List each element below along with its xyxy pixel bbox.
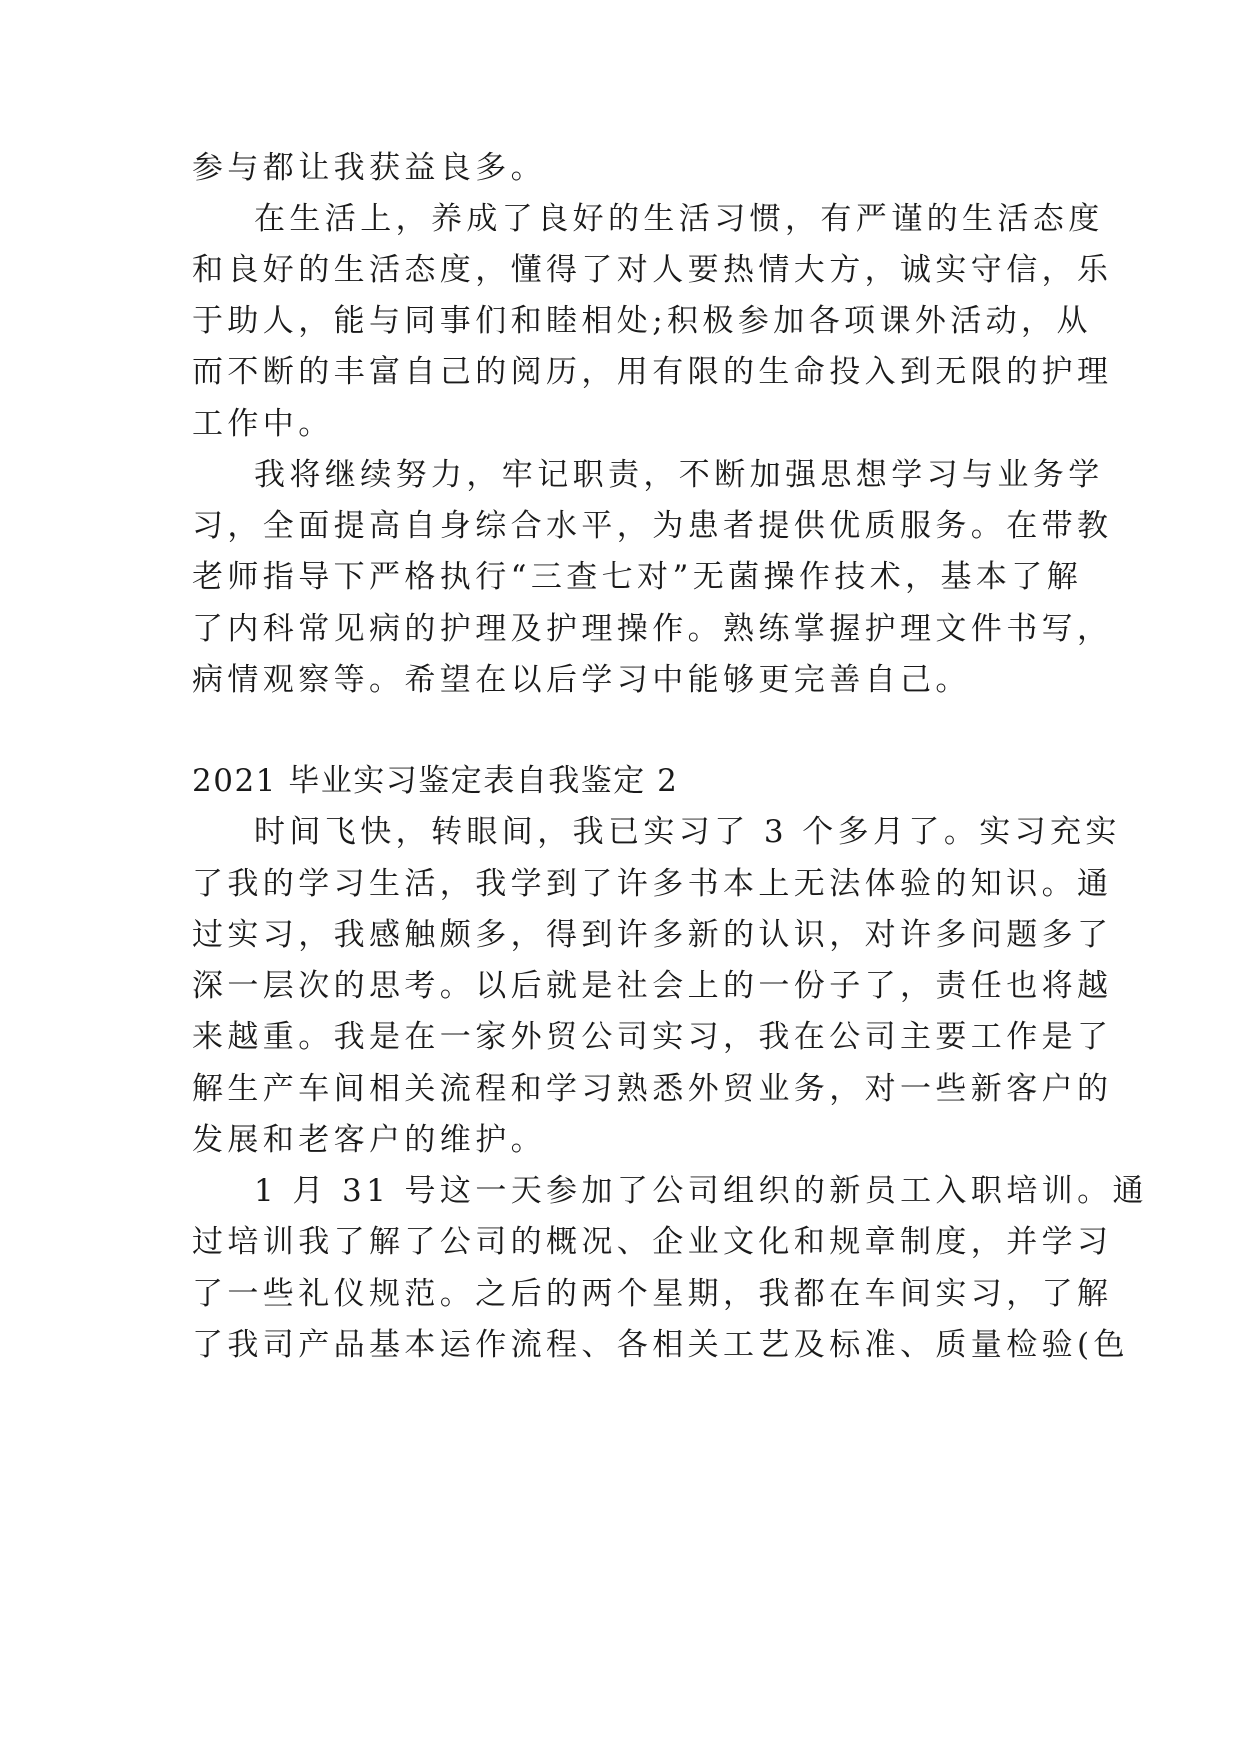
text-line: 和良好的生活态度，懂得了对人要热情大方，诚实守信，乐 (192, 252, 1113, 288)
text-line: 时间飞快，转眼间，我已实习了 3 个多月了。实习充实 (254, 814, 1121, 850)
text-line: 我将继续努力，牢记职责，不断加强思想学习与业务学 (254, 457, 1104, 493)
text-line: 习，全面提高自身综合水平，为患者提供优质服务。在带教 (192, 508, 1113, 544)
text-line: 过实习，我感触颇多，得到许多新的认识，对许多问题多了 (192, 917, 1113, 953)
text-line: 参与都让我获益良多。 (192, 150, 546, 186)
text-line: 了我司产品基本运作流程、各相关工艺及标准、质量检验(色 (192, 1327, 1129, 1363)
text-line: 于助人，能与同事们和睦相处;积极参加各项课外活动，从 (192, 303, 1092, 339)
text-line: 而不断的丰富自己的阅历，用有限的生命投入到无限的护理 (192, 354, 1113, 390)
text-line: 在生活上，养成了良好的生活习惯，有严谨的生活态度 (254, 201, 1104, 237)
section-heading: 2021 毕业实习鉴定表自我鉴定 2 (192, 763, 679, 799)
text-line: 深一层次的思考。以后就是社会上的一份子了，责任也将越 (192, 968, 1113, 1004)
text-line: 来越重。我是在一家外贸公司实习，我在公司主要工作是了 (192, 1019, 1113, 1055)
text-line: 工作中。 (192, 406, 334, 442)
text-line: 老师指导下严格执行“三查七对”无菌操作技术，基本了解 (192, 559, 1083, 595)
text-line: 1 月 31 号这一天参加了公司组织的新员工入职培训。通 (254, 1173, 1148, 1209)
text-line: 了我的学习生活，我学到了许多书本上无法体验的知识。通 (192, 866, 1113, 902)
text-line: 了一些礼仪规范。之后的两个星期，我都在车间实习，了解 (192, 1276, 1113, 1312)
text-line: 病情观察等。希望在以后学习中能够更完善自己。 (192, 662, 971, 698)
text-line: 解生产车间相关流程和学习熟悉外贸业务，对一些新客户的 (192, 1071, 1113, 1107)
text-line: 过培训我了解了公司的概况、企业文化和规章制度，并学习 (192, 1224, 1113, 1260)
text-line: 了内科常见病的护理及护理操作。熟练掌握护理文件书写， (192, 611, 1113, 647)
text-line: 发展和老客户的维护。 (192, 1122, 546, 1158)
